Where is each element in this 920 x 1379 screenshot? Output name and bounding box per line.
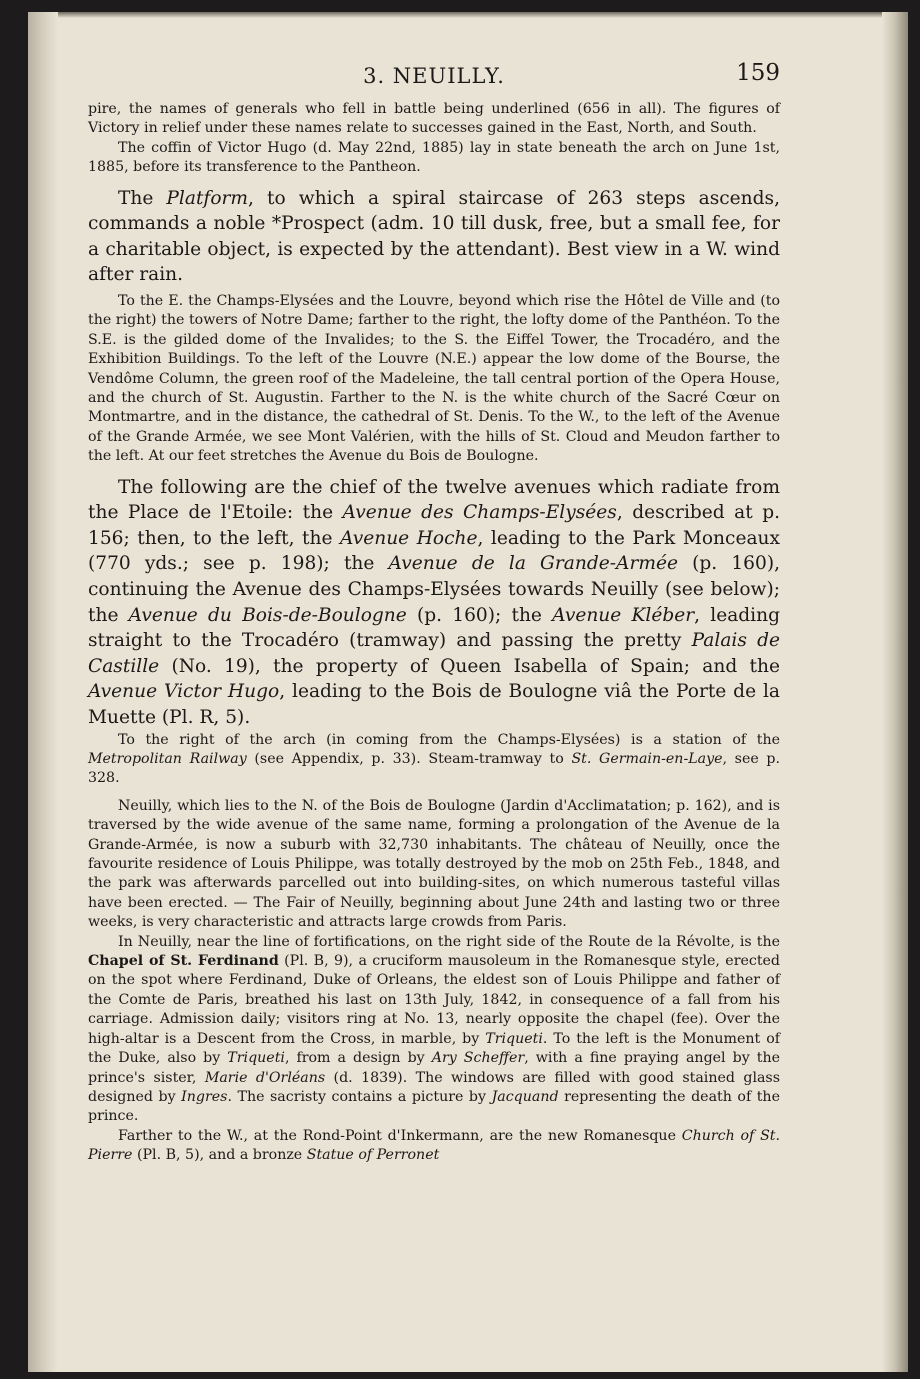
paragraph-arch-names: pire, the names of generals who fell in battle being underlined (656 in all). The figures of Victory in relief under these names relate to successes gained in the East, North, and South. xyxy=(88,101,780,137)
avenue-champs-elysees: Avenue des Champs-Elysées xyxy=(342,502,617,524)
platform-term: Platform xyxy=(166,187,249,209)
paragraph-railway: To the right of the arch (in coming from the Champs-Elysées) is a station of the Metropolitan Railway (see Appendix, p. 33). Steam-tramway to St. Germain-en-Laye, see p. 328. xyxy=(88,731,780,787)
palais-de-castille: Palais de Castille xyxy=(88,630,780,677)
page-top-shadow xyxy=(28,12,908,18)
paragraph-view: To the E. the Champs-Elysées and the Louvre, beyond which rise the Hôtel de Ville and (to the right) the towers of Notre Dame; farther to the right, the lofty dome of the Panthéon. To the S.E. is the gilded dome of the Invalides; to the S. the Eiffel Tower, the Trocadéro, and the Exhibition Buildings. To the left of the Louvre (N.E.) appear the low dome of the Bourse, the Vendôme Column, the green roof of the Madeleine, the tall central portion of the Opera House, and the church of St. Augustin. Farther to the N. is the white church of the Sacré Cœur on Montmartre, and in the distance, the cathedral of St. Denis. To the W., to the left of the Avenue of the Grande Armée, we see Mont Valérien, with the hills of St. Cloud and Meudon farther to the left. At our feet stretches the Avenue du Bois de Boulogne. xyxy=(88,293,780,465)
jacquand: Jacquand xyxy=(491,1088,559,1105)
paragraph-platform: The Platform, to which a spiral staircase of 263 steps ascends, commands a noble *Prospect (adm. 10 till dusk, free, but a small fee, for a charitable object, is expected by the attendant). Best view in a W. wind after rain. xyxy=(88,187,780,286)
page-number: 159 xyxy=(736,60,780,86)
metropolitan-railway: Metropolitan Railway xyxy=(88,751,247,767)
ingres: Ingres xyxy=(181,1088,228,1105)
paragraph-st-pierre: Farther to the W., at the Rond-Point d'Inkermann, are the new Romanesque Church of St. Pierre (Pl. B, 5), and a bronze Statue of Perronet xyxy=(88,1127,780,1164)
chapel-st-ferdinand: Chapel of St. Ferdinand xyxy=(88,953,279,970)
page-header xyxy=(88,60,780,100)
triqueti-1: Triqueti xyxy=(485,1030,543,1047)
avenue-grande-armee: Avenue de la Grande-Armée xyxy=(388,553,678,575)
paragraph-neuilly: Neuilly, which lies to the N. of the Bois de Boulogne (Jardin d'Acclimatation; p. 162), and is traversed by the wide avenue of the same name, forming a prolongation of the Avenue de la Grande-Armée, is now a suburb with 32,730 inhabitants. The château of Neuilly, once the favourite residence of Louis Philippe, was totally destroyed by the mob on 25th Feb., 1848, and the park was afterwards parcelled out into building-sites, on which numerous tasteful villas have been erected. — The Fair of Neuilly, beginning about June 24th and lasting two or three weeks, is very characteristic and attracts large crowds from Paris. xyxy=(88,797,780,931)
statue-perronet: Statue of Perronet xyxy=(306,1147,440,1164)
page-gutter-shadow xyxy=(28,12,58,1372)
avenue-bois-de-boulogne: Avenue du Bois-de-Boulogne xyxy=(128,604,407,626)
avenue-kleber: Avenue Kléber xyxy=(552,604,695,626)
paragraph-chapel: In Neuilly, near the line of fortifications, on the right side of the Route de la Révolte, is the Chapel of St. Ferdinand (Pl. B, 9), a cruciform mausoleum in the Romanesque style, erected on the spot where Ferdinand, Duke of Orleans, the eldest son of Louis Philippe and father of the Comte de Paris, breathed his last on 13th July, 1842, in consequence of a fall from his carriage. Admission daily; visitors ring at No. 13, nearly opposite the chapel (fee). Over the high-altar is a Descent from the Cross, in marble, by Triqueti. To the left is the Monument of the Duke, also by Triqueti, from a design by Ary Scheffer, with a fine praying angel by the prince's sister, Marie d'Orléans (d. 1839). The windows are filled with good stained glass designed by Ingres. The sacristy contains a picture by Jacquand representing the death of the prince. xyxy=(88,933,781,1125)
ary-scheffer: Ary Scheffer xyxy=(431,1050,525,1067)
paragraph-victor-hugo: The coffin of Victor Hugo (d. May 22nd, 1885) lay in state beneath the arch on June 1st, 1885, before its transference to the Pantheon. xyxy=(88,139,780,176)
avenue-hoche: Avenue Hoche xyxy=(340,527,478,549)
book-page xyxy=(28,12,908,1372)
running-title: 3. NEUILLY. xyxy=(363,64,505,88)
marie-d-orleans: Marie d'Orléans xyxy=(204,1069,326,1086)
church-st-pierre: Church of St. Pierre xyxy=(88,1127,780,1164)
st-germain: St. Germain-en-Laye xyxy=(571,751,723,767)
triqueti-2: Triqueti xyxy=(227,1050,285,1067)
page-fore-edge xyxy=(882,12,908,1372)
avenue-victor-hugo: Avenue Victor Hugo xyxy=(88,681,280,703)
paragraph-avenues: The following are the chief of the twelve avenues which radiate from the Place de l'Etoile: the Avenue des Champs-Elysées, described at p. 156; then, to the left, the Avenue Hoche, leading to the Park Monceaux (770 yds.; see p. 198); the Avenue de la Grande-Armée (p. 160), continuing the Avenue des Champs-Elysées towards Neuilly (see below); the Avenue du Bois-de-Boulogne (p. 160); the Avenue Kléber, leading straight to the Trocadéro (tramway) and passing the pretty Palais de Castille (No. 19), the property of Queen Isabella of Spain; and the Avenue Victor Hugo, leading to the Bois de Boulogne viâ the Porte de la Muette (Pl. R, 5). xyxy=(88,476,781,728)
page-content xyxy=(88,60,780,1166)
